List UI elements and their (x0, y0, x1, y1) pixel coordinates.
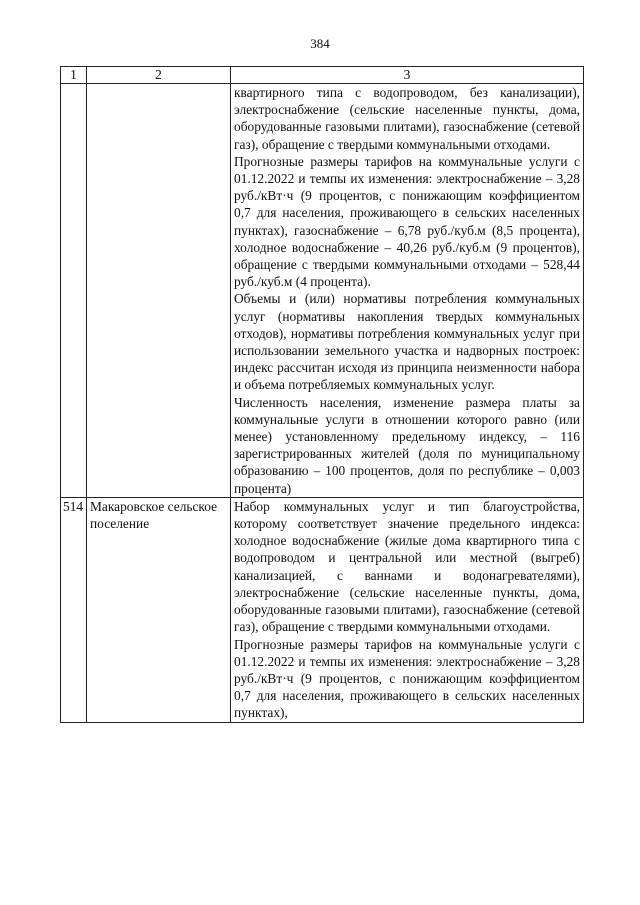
page-number: 384 (310, 36, 330, 51)
paragraph-population: Численность населения, изменение размера платы за коммунальные услуги в отношении которого равно (или менее) установленному предельному индексу, – 116 зарегистрированных жителей (доля по муниципальному образованию – 100 процентов, доля по республике – 0,003 процента) (234, 394, 580, 496)
header-col-2: 2 (87, 67, 231, 84)
table-row (61, 497, 584, 722)
paragraph-services-continued: квартирного типа с водопроводом, без канализации), электроснабжение (сельские населенные пункты, дома, оборудованные газовыми плитами), газоснабжение (сетевой газ), обращение с твердыми коммунальными отходами. (234, 85, 580, 152)
paragraph-tariffs: Прогнозные размеры тарифов на коммунальные услуги с 01.12.2022 и темпы их изменения: электроснабжение – 3,28 руб./кВт·ч (9 процентов, с понижающим коэффициентом 0,7 для населения, проживающего в сельских населенных пунктах), (234, 636, 580, 721)
municipality-name-cell: Макаровское сельское поселение (87, 497, 231, 722)
description-cell (231, 497, 584, 722)
table-header-row (61, 67, 584, 84)
row-number-cell (61, 84, 87, 498)
header-col-3: 3 (231, 67, 584, 84)
paragraph-services: Набор коммунальных услуг и тип благоустройства, которому соответствует значение предельного индекса: холодное водоснабжение (жилые дома квартирного типа с водопроводом и центральной или местной (выгреб) канализацией, с ваннами и водонагревателями), электроснабжение (сельские населенные пункты, дома, оборудованные газовыми плитами), газоснабжение (сетевой газ), обращение с твердыми коммунальными отходами. (234, 498, 580, 635)
table-header (61, 67, 584, 84)
paragraph-tariffs: Прогнозные размеры тарифов на коммунальные услуги с 01.12.2022 и темпы их изменения: электроснабжение – 3,28 руб./кВт·ч (9 процентов, с понижающим коэффициентом 0,7 для населения, проживающего в сельских населенных пунктах), газоснабжение – 6,78 руб./куб.м (8,5 процента), холодное водоснабжение – 40,26 руб./куб.м (9 процентов), обращение с твердыми коммунальными отходами – 528,44 руб./куб.м (4 процента). (234, 153, 580, 290)
paragraph-norms: Объемы и (или) нормативы потребления коммунальных услуг (нормативы накопления твердых коммунальных отходов), нормативы потребления коммунальных услуг при использовании земельного участка и надворных построек: индекс рассчитан исходя из принципа неизменности набора и объема потребляемых коммунальных услуг. (234, 291, 580, 393)
description-cell (231, 84, 584, 498)
header-col-1: 1 (61, 67, 87, 84)
tariff-table (60, 66, 584, 723)
table-row (61, 84, 584, 498)
municipality-name-cell (87, 84, 231, 498)
row-number-cell: 514 (61, 497, 87, 722)
